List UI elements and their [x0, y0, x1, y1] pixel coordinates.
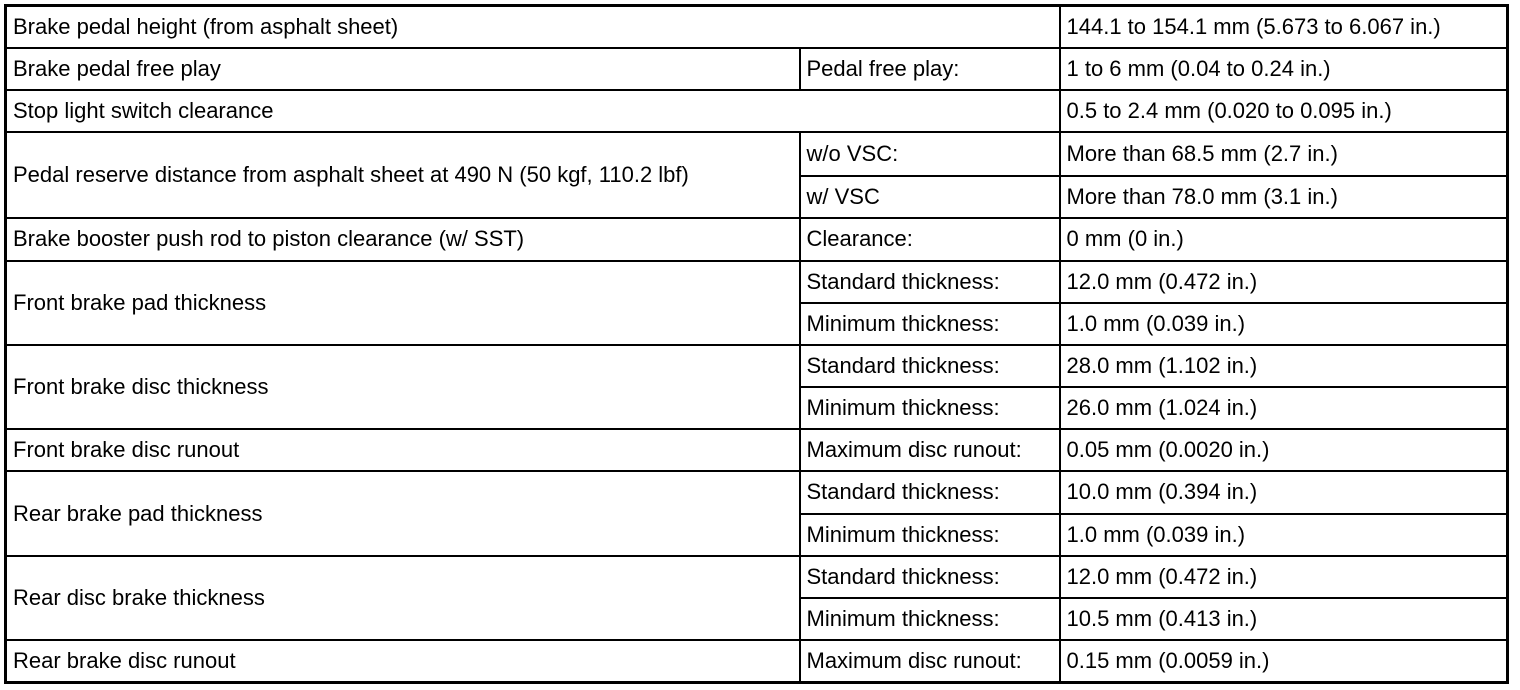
table-row: [6, 48, 1508, 90]
condition-cell: Minimum thickness:: [800, 387, 1060, 429]
condition-cell: Standard thickness:: [800, 345, 1060, 387]
item-cell: Front brake disc thickness: [6, 345, 800, 429]
value-cell: More than 78.0 mm (3.1 in.): [1060, 176, 1508, 218]
item-cell: Rear disc brake thickness: [6, 556, 800, 640]
item-cell: Front brake pad thickness: [6, 261, 800, 345]
value-cell: 1.0 mm (0.039 in.): [1060, 303, 1508, 345]
condition-cell: Standard thickness:: [800, 471, 1060, 513]
spec-table: [4, 4, 1509, 684]
table-row: [6, 640, 1508, 682]
item-cell: Rear brake disc runout: [6, 640, 800, 682]
value-cell: 1 to 6 mm (0.04 to 0.24 in.): [1060, 48, 1508, 90]
value-cell: More than 68.5 mm (2.7 in.): [1060, 132, 1508, 176]
condition-cell: Standard thickness:: [800, 556, 1060, 598]
condition-cell: Clearance:: [800, 218, 1060, 260]
value-cell: 12.0 mm (0.472 in.): [1060, 556, 1508, 598]
condition-cell: Minimum thickness:: [800, 514, 1060, 556]
condition-cell: Minimum thickness:: [800, 598, 1060, 640]
value-cell: 10.5 mm (0.413 in.): [1060, 598, 1508, 640]
condition-cell: Standard thickness:: [800, 261, 1060, 303]
value-cell: 12.0 mm (0.472 in.): [1060, 261, 1508, 303]
table-row: [6, 345, 1508, 387]
value-cell: 10.0 mm (0.394 in.): [1060, 471, 1508, 513]
value-cell: 1.0 mm (0.039 in.): [1060, 514, 1508, 556]
item-cell: Rear brake pad thickness: [6, 471, 800, 555]
condition-cell: w/ VSC: [800, 176, 1060, 218]
condition-cell: Maximum disc runout:: [800, 640, 1060, 682]
table-row: [6, 261, 1508, 303]
table-row: [6, 6, 1508, 48]
value-cell: 0 mm (0 in.): [1060, 218, 1508, 260]
table-row: [6, 429, 1508, 471]
value-cell: 0.05 mm (0.0020 in.): [1060, 429, 1508, 471]
table-row: [6, 90, 1508, 132]
item-cell: Brake booster push rod to piston clearance (w/ SST): [6, 218, 800, 260]
value-cell: 28.0 mm (1.102 in.): [1060, 345, 1508, 387]
condition-cell: Pedal free play:: [800, 48, 1060, 90]
value-cell: 144.1 to 154.1 mm (5.673 to 6.067 in.): [1060, 6, 1508, 48]
table-row: [6, 556, 1508, 598]
table-row: [6, 218, 1508, 260]
item-cell: Brake pedal height (from asphalt sheet): [6, 6, 1060, 48]
item-cell: Brake pedal free play: [6, 48, 800, 90]
item-cell: Pedal reserve distance from asphalt sheet at 490 N (50 kgf, 110.2 lbf): [6, 132, 800, 218]
item-cell: Front brake disc runout: [6, 429, 800, 471]
condition-cell: Minimum thickness:: [800, 303, 1060, 345]
value-cell: 0.15 mm (0.0059 in.): [1060, 640, 1508, 682]
value-cell: 0.5 to 2.4 mm (0.020 to 0.095 in.): [1060, 90, 1508, 132]
value-cell: 26.0 mm (1.024 in.): [1060, 387, 1508, 429]
table-row: [6, 132, 1508, 176]
item-cell: Stop light switch clearance: [6, 90, 1060, 132]
condition-cell: w/o VSC:: [800, 132, 1060, 176]
table-row: [6, 471, 1508, 513]
condition-cell: Maximum disc runout:: [800, 429, 1060, 471]
